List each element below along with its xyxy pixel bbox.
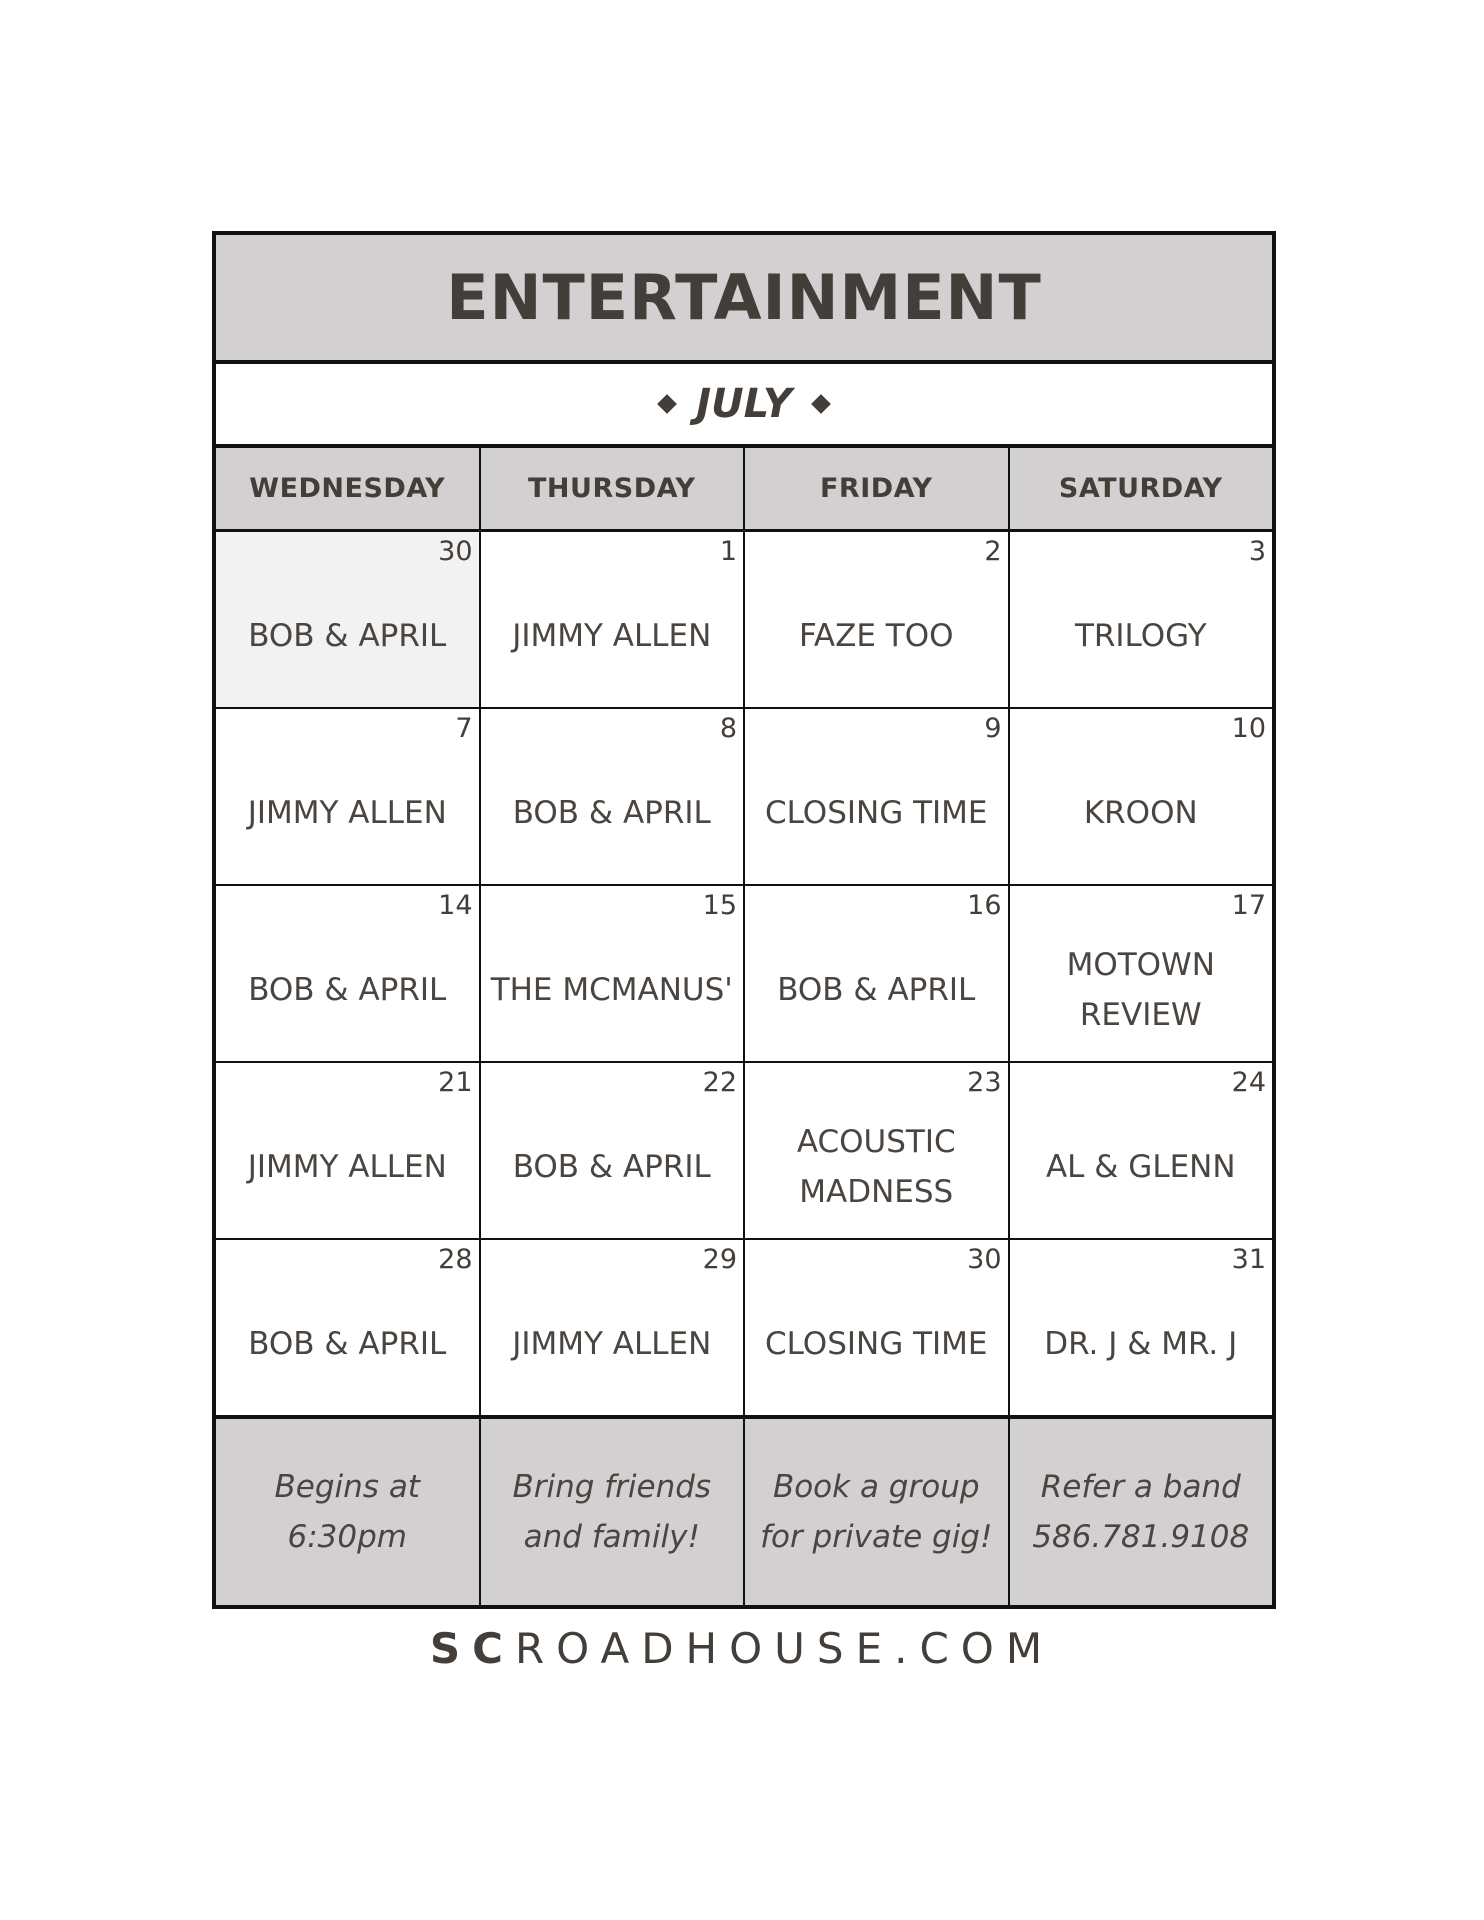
calendar-cell — [216, 709, 481, 884]
calendar-cell — [481, 1240, 746, 1415]
footer-note-start-time: Begins at 6:30pm — [216, 1419, 481, 1605]
cell-date: 9 — [984, 713, 1002, 744]
week-row-5 — [216, 1240, 1272, 1419]
page-title: ENTERTAINMENT — [446, 261, 1042, 334]
day-header-saturday: SATURDAY — [1058, 473, 1223, 504]
calendar-cell — [1010, 709, 1273, 884]
week-row-3 — [216, 886, 1272, 1063]
cell-date: 14 — [438, 890, 473, 921]
cell-date: 23 — [967, 1067, 1002, 1098]
cell-event: TRILOGY — [1074, 617, 1207, 654]
diamond-right-icon — [811, 394, 831, 414]
calendar-cell — [1010, 532, 1273, 707]
cell-date: 22 — [702, 1067, 737, 1098]
cell-date: 1 — [719, 536, 737, 567]
footer-notes-row — [216, 1419, 1272, 1605]
cell-event: FAZE TOO — [798, 617, 954, 654]
calendar-cell — [745, 1240, 1010, 1415]
cell-date: 30 — [438, 536, 473, 567]
cell-event: BOB & APRIL — [248, 617, 447, 654]
calendar-cell — [1010, 886, 1273, 1061]
cell-date: 7 — [455, 713, 473, 744]
website-bold-part: SC — [429, 1624, 515, 1673]
calendar-cell — [481, 709, 746, 884]
title-bar — [216, 235, 1272, 364]
calendar-cell — [1010, 1063, 1273, 1238]
calendar-cell — [481, 886, 746, 1061]
calendar-cell — [216, 886, 481, 1061]
cell-event: BOB & APRIL — [512, 1148, 711, 1185]
cell-date: 21 — [438, 1067, 473, 1098]
calendar-cell — [745, 532, 1010, 707]
cell-date: 28 — [438, 1244, 473, 1275]
cell-date: 29 — [702, 1244, 737, 1275]
cell-date: 16 — [967, 890, 1002, 921]
calendar-cell — [216, 1240, 481, 1415]
cell-event: THE MCMANUS' — [490, 971, 733, 1008]
calendar-cell — [216, 532, 481, 707]
calendar-cell — [481, 1063, 746, 1238]
cell-event: BOB & APRIL — [512, 794, 711, 831]
day-header-thursday: THURSDAY — [481, 448, 746, 529]
cell-date: 2 — [984, 536, 1002, 567]
cell-date: 17 — [1231, 890, 1266, 921]
cell-date: 24 — [1231, 1067, 1266, 1098]
cell-event: CLOSING TIME — [764, 1325, 988, 1362]
website-url — [0, 1624, 1484, 1673]
day-header-row — [216, 448, 1272, 532]
cell-event: AL & GLENN — [1045, 1148, 1236, 1185]
cell-event: MOTOWN REVIEW — [1066, 946, 1215, 1033]
cell-event: JIMMY ALLEN — [512, 1325, 712, 1362]
entertainment-calendar — [212, 231, 1276, 1609]
cell-event: CLOSING TIME — [764, 794, 988, 831]
footer-note-refer-band: Refer a band 586.781.9108 — [1032, 1469, 1250, 1555]
cell-event: BOB & APRIL — [248, 1325, 447, 1362]
cell-date: 3 — [1248, 536, 1266, 567]
calendar-cell — [745, 709, 1010, 884]
cell-event: BOB & APRIL — [777, 971, 976, 1008]
cell-event: JIMMY ALLEN — [247, 794, 447, 831]
footer-note-friends: Bring friends and family! — [481, 1419, 746, 1605]
cell-event: JIMMY ALLEN — [512, 617, 712, 654]
week-row-4 — [216, 1063, 1272, 1240]
diamond-left-icon — [657, 394, 677, 414]
cell-date: 31 — [1231, 1244, 1266, 1275]
day-header-friday: FRIDAY — [745, 448, 1010, 529]
cell-event: KROON — [1083, 794, 1198, 831]
cell-event: ACOUSTIC MADNESS — [796, 1123, 956, 1210]
calendar-cell — [745, 1063, 1010, 1238]
month-label: JULY — [696, 381, 792, 427]
cell-event: BOB & APRIL — [248, 971, 447, 1008]
week-row-2 — [216, 709, 1272, 886]
cell-event: DR. J & MR. J — [1044, 1325, 1238, 1362]
cell-date: 30 — [967, 1244, 1002, 1275]
cell-date: 8 — [719, 713, 737, 744]
day-header-wednesday: WEDNESDAY — [216, 448, 481, 529]
cell-event: JIMMY ALLEN — [247, 1148, 447, 1185]
cell-date: 10 — [1231, 713, 1266, 744]
cell-date: 15 — [702, 890, 737, 921]
calendar-cell — [216, 1063, 481, 1238]
footer-note-private-gig: Book a group for private gig! — [745, 1419, 1010, 1605]
month-bar — [216, 364, 1272, 448]
website-rest: ROADHOUSE.COM — [514, 1624, 1055, 1673]
calendar-cell — [481, 532, 746, 707]
calendar-cell — [745, 886, 1010, 1061]
calendar-cell — [1010, 1240, 1273, 1415]
week-row-1 — [216, 532, 1272, 709]
